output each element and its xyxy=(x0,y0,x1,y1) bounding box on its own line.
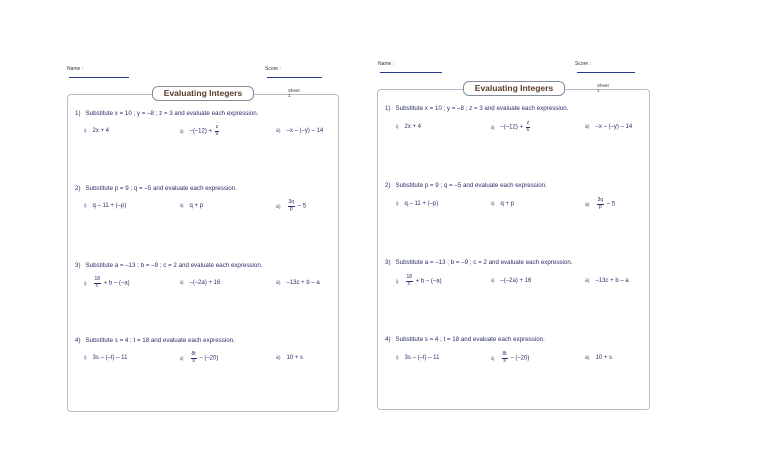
expression-item xyxy=(84,277,130,289)
name-line[interactable] xyxy=(380,72,442,73)
expression-item xyxy=(180,125,220,137)
fraction xyxy=(406,275,414,287)
fraction xyxy=(288,200,296,212)
fraction-numerator: z xyxy=(526,120,530,126)
score-line[interactable] xyxy=(577,72,635,73)
question-number: 3) xyxy=(75,262,81,269)
question-instruction: Substitute p = 9 ; q = –5 and evaluate each expression. xyxy=(395,182,547,189)
fraction-denominator: p xyxy=(289,205,293,212)
fraction xyxy=(191,352,197,364)
fraction-numerator: 8t xyxy=(502,351,507,357)
item-numeral: iii) xyxy=(276,203,281,209)
expression-text: –(–12) + xyxy=(500,124,525,131)
expression-item xyxy=(491,278,531,284)
name-line[interactable] xyxy=(69,77,129,78)
item-numeral: ii) xyxy=(491,124,495,130)
item-numeral: iii) xyxy=(276,355,281,360)
item-numeral: i) xyxy=(84,280,87,286)
expression-text: – 5 xyxy=(296,203,307,210)
expression-text: q – 11 + (–p) xyxy=(404,201,439,207)
fraction-denominator: c xyxy=(408,280,411,287)
worksheet-title: Evaluating Integers xyxy=(152,86,254,101)
fraction xyxy=(215,125,220,137)
fraction-numerator: 3q xyxy=(597,197,604,203)
question-number: 3) xyxy=(385,259,391,266)
item-numeral: iii) xyxy=(585,355,590,360)
expression-text: 2x + 4 xyxy=(404,124,422,130)
expression-text: 2x + 4 xyxy=(92,128,110,134)
expression-item xyxy=(396,275,442,287)
fraction-denominator: s xyxy=(503,357,506,364)
expression-item xyxy=(276,280,320,286)
item-numeral: i) xyxy=(84,355,87,360)
expression-text: 3s – (–t) – 11 xyxy=(404,355,440,361)
item-numeral: iii) xyxy=(585,201,590,207)
fraction-denominator: 6 xyxy=(215,130,219,137)
item-numeral: i) xyxy=(396,201,399,206)
item-numeral: ii) xyxy=(491,355,495,361)
worksheet-title: Evaluating Integers xyxy=(463,81,565,96)
sheet-number: Sheet 1 xyxy=(288,88,300,98)
expression-text: – 5 xyxy=(605,201,616,208)
fraction-numerator: 3q xyxy=(288,199,295,205)
item-numeral: i) xyxy=(396,355,399,360)
expression-text: + b – (–a) xyxy=(102,280,130,287)
question-instruction: Substitute s = 4 ; t = 18 and evaluate each expression. xyxy=(395,336,545,343)
fraction xyxy=(502,352,508,364)
question-text xyxy=(75,337,235,344)
worksheet-frame xyxy=(67,94,339,412)
item-numeral: ii) xyxy=(491,278,495,283)
question-number: 4) xyxy=(385,336,391,343)
question-text xyxy=(385,182,547,189)
expression-item xyxy=(585,355,612,361)
question-number: 1) xyxy=(385,105,391,112)
expression-text: –x – (–y) – 14 xyxy=(286,128,324,134)
item-numeral: ii) xyxy=(180,203,184,208)
item-numeral: ii) xyxy=(180,355,184,361)
question-text xyxy=(385,336,545,343)
item-numeral: ii) xyxy=(180,128,184,134)
item-numeral: i) xyxy=(396,278,399,284)
question-instruction: Substitute x = 10 ; y = –8 ; z = 3 and evaluate each expression. xyxy=(85,110,259,117)
fraction xyxy=(597,198,605,210)
expression-text: q + p xyxy=(500,201,515,207)
item-numeral: i) xyxy=(84,203,87,208)
fraction-numerator: 18 xyxy=(94,276,101,282)
expression-item xyxy=(84,203,126,209)
sheet-number: Sheet 1 xyxy=(597,83,609,93)
fraction-denominator: c xyxy=(96,282,99,289)
question-instruction: Substitute s = 4 ; t = 18 and evaluate each expression. xyxy=(85,337,235,344)
expression-text: –(–2a) + 16 xyxy=(500,278,532,284)
expression-text: –(–12) + xyxy=(189,128,214,135)
score-field-label: Score : xyxy=(575,61,635,73)
fraction xyxy=(526,121,531,133)
expression-item xyxy=(585,198,615,210)
question-text xyxy=(75,185,237,192)
expression-item xyxy=(180,203,203,209)
fraction-numerator: z xyxy=(215,124,219,130)
expression-item xyxy=(585,278,629,284)
expression-item xyxy=(84,355,127,361)
item-numeral: iii) xyxy=(585,124,590,129)
question-instruction: Substitute a = –13 ; b = –9 ; c = 2 and evaluate each expression. xyxy=(85,262,263,269)
fraction-numerator: 8t xyxy=(191,351,196,357)
expression-item xyxy=(491,121,531,133)
expression-text: –x – (–y) – 14 xyxy=(595,124,633,130)
question-text xyxy=(75,110,258,117)
question-instruction: Substitute a = –13 ; b = –9 ; c = 2 and evaluate each expression. xyxy=(395,259,573,266)
expression-item xyxy=(491,352,529,364)
expression-text: – (–20) xyxy=(508,355,530,362)
question-text xyxy=(75,262,263,269)
question-number: 2) xyxy=(385,182,391,189)
expression-item xyxy=(396,124,421,130)
fraction-denominator: p xyxy=(598,203,602,210)
item-numeral: i) xyxy=(84,128,87,133)
name-field-label: Name : xyxy=(378,61,442,73)
expression-item xyxy=(396,355,439,361)
expression-item xyxy=(84,128,109,134)
item-numeral: i) xyxy=(396,124,399,129)
expression-text: q + p xyxy=(189,203,204,209)
expression-item xyxy=(585,124,632,130)
expression-text: 10 + s xyxy=(595,355,613,361)
expression-text: – (–20) xyxy=(197,355,219,362)
question-text xyxy=(385,105,568,112)
expression-text: 10 + s xyxy=(286,355,304,361)
expression-item xyxy=(276,128,323,134)
item-numeral: ii) xyxy=(180,280,184,285)
fraction-denominator: 6 xyxy=(526,126,530,133)
fraction xyxy=(94,277,102,289)
question-number: 1) xyxy=(75,110,81,117)
question-instruction: Substitute x = 10 ; y = –8 ; z = 3 and evaluate each expression. xyxy=(395,105,569,112)
expression-text: + b – (–a) xyxy=(414,278,442,285)
item-numeral: ii) xyxy=(491,201,495,206)
item-numeral: iii) xyxy=(585,278,590,283)
expression-item xyxy=(276,355,303,361)
expression-item xyxy=(396,201,438,207)
expression-text: –13c + b – a xyxy=(595,278,629,284)
expression-text: q – 11 + (–p) xyxy=(92,203,127,209)
question-number: 4) xyxy=(75,337,81,344)
expression-item xyxy=(491,201,514,207)
expression-text: 3s – (–t) – 11 xyxy=(92,355,128,361)
score-line[interactable] xyxy=(267,77,322,78)
expression-item xyxy=(180,280,220,286)
expression-text: –(–2a) + 16 xyxy=(189,280,221,286)
fraction-numerator: 18 xyxy=(406,274,413,280)
expression-item xyxy=(276,200,306,212)
question-text xyxy=(385,259,573,266)
item-numeral: iii) xyxy=(276,280,281,285)
score-field-label: Score : xyxy=(265,66,322,78)
fraction-denominator: s xyxy=(192,357,195,364)
expression-item xyxy=(180,352,218,364)
question-instruction: Substitute p = 9 ; q = –5 and evaluate each expression. xyxy=(85,185,237,192)
expression-text: –13c + b – a xyxy=(286,280,320,286)
name-field-label: Name : xyxy=(67,66,129,78)
question-number: 2) xyxy=(75,185,81,192)
item-numeral: iii) xyxy=(276,128,281,133)
